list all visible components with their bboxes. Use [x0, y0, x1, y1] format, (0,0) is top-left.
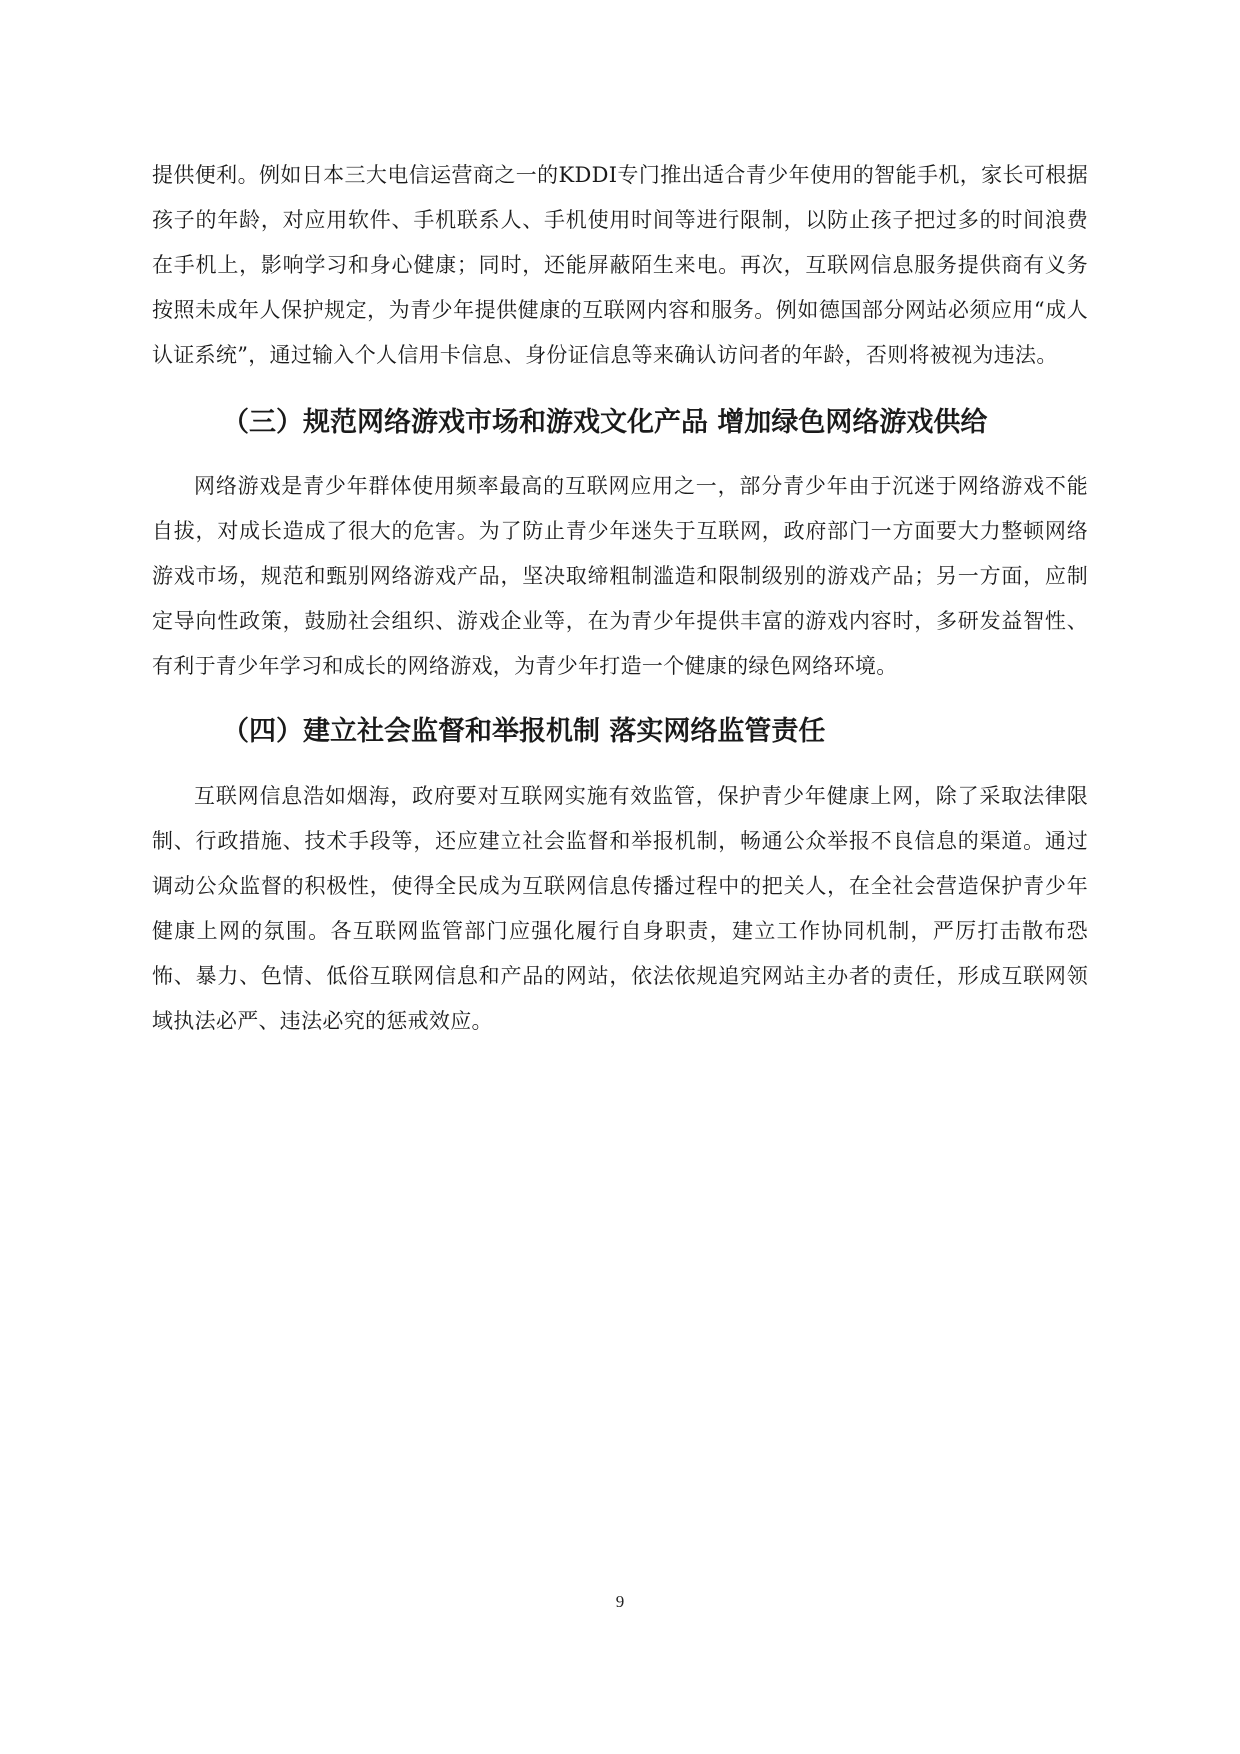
- section-3-paragraph: 网络游戏是青少年群体使用频率最高的互联网应用之一，部分青少年由于沉迷于网络游戏不能自拔，对成长造成了很大的危害。为了防止青少年迷失于互联网，政府部门一方面要大力整顿网络游戏市场，规范和甄别网络游戏产品，坚决取缔粗制滥造和限制级别的游戏产品；另一方面，应制定导向性政策，鼓励社会组织、游戏企业等，在为青少年提供丰富的游戏内容时，多研发益智性、有利于青少年学习和成长的网络游戏，为青少年打造一个健康的绿色网络环境。: [152, 474, 1088, 678]
- continuation-paragraph: 提供便利。例如日本三大电信运营商之一的KDDI专门推出适合青少年使用的智能手机，家长可根据孩子的年龄，对应用软件、手机联系人、手机使用时间等进行限制，以防止孩子把过多的时间浪费在手机上，影响学习和身心健康；同时，还能屏蔽陌生来电。再次，互联网信息服务提供商有义务按照未成年人保护规定，为青少年提供健康的互联网内容和服务。例如德国部分网站必须应用“成人认证系统”，通过输入个人信用卡信息、身份证信息等来确认访问者的年龄，否则将被视为违法。: [152, 163, 1088, 367]
- section-4-paragraph: 互联网信息浩如烟海，政府要对互联网实施有效监管，保护青少年健康上网，除了采取法律限制、行政措施、技术手段等，还应建立社会监督和举报机制，畅通公众举报不良信息的渠道。通过调动公众监督的积极性，使得全民成为互联网信息传播过程中的把关人，在全社会营造保护青少年健康上网的氛围。各互联网监管部门应强化履行自身职责，建立工作协同机制，严厉打击散布恐怖、暴力、色情、低俗互联网信息和产品的网站，依法依规追究网站主办者的责任，形成互联网领域执法必严、违法必究的惩戒效应。: [152, 784, 1088, 1033]
- section-3-heading: （三）规范网络游戏市场和游戏文化产品 增加绿色网络游戏供给: [222, 407, 988, 438]
- page-number: 9: [615, 1592, 625, 1611]
- section-4-heading: （四）建立社会监督和举报机制 落实网络监管责任: [222, 716, 826, 747]
- document-page: [152, 153, 1088, 1044]
